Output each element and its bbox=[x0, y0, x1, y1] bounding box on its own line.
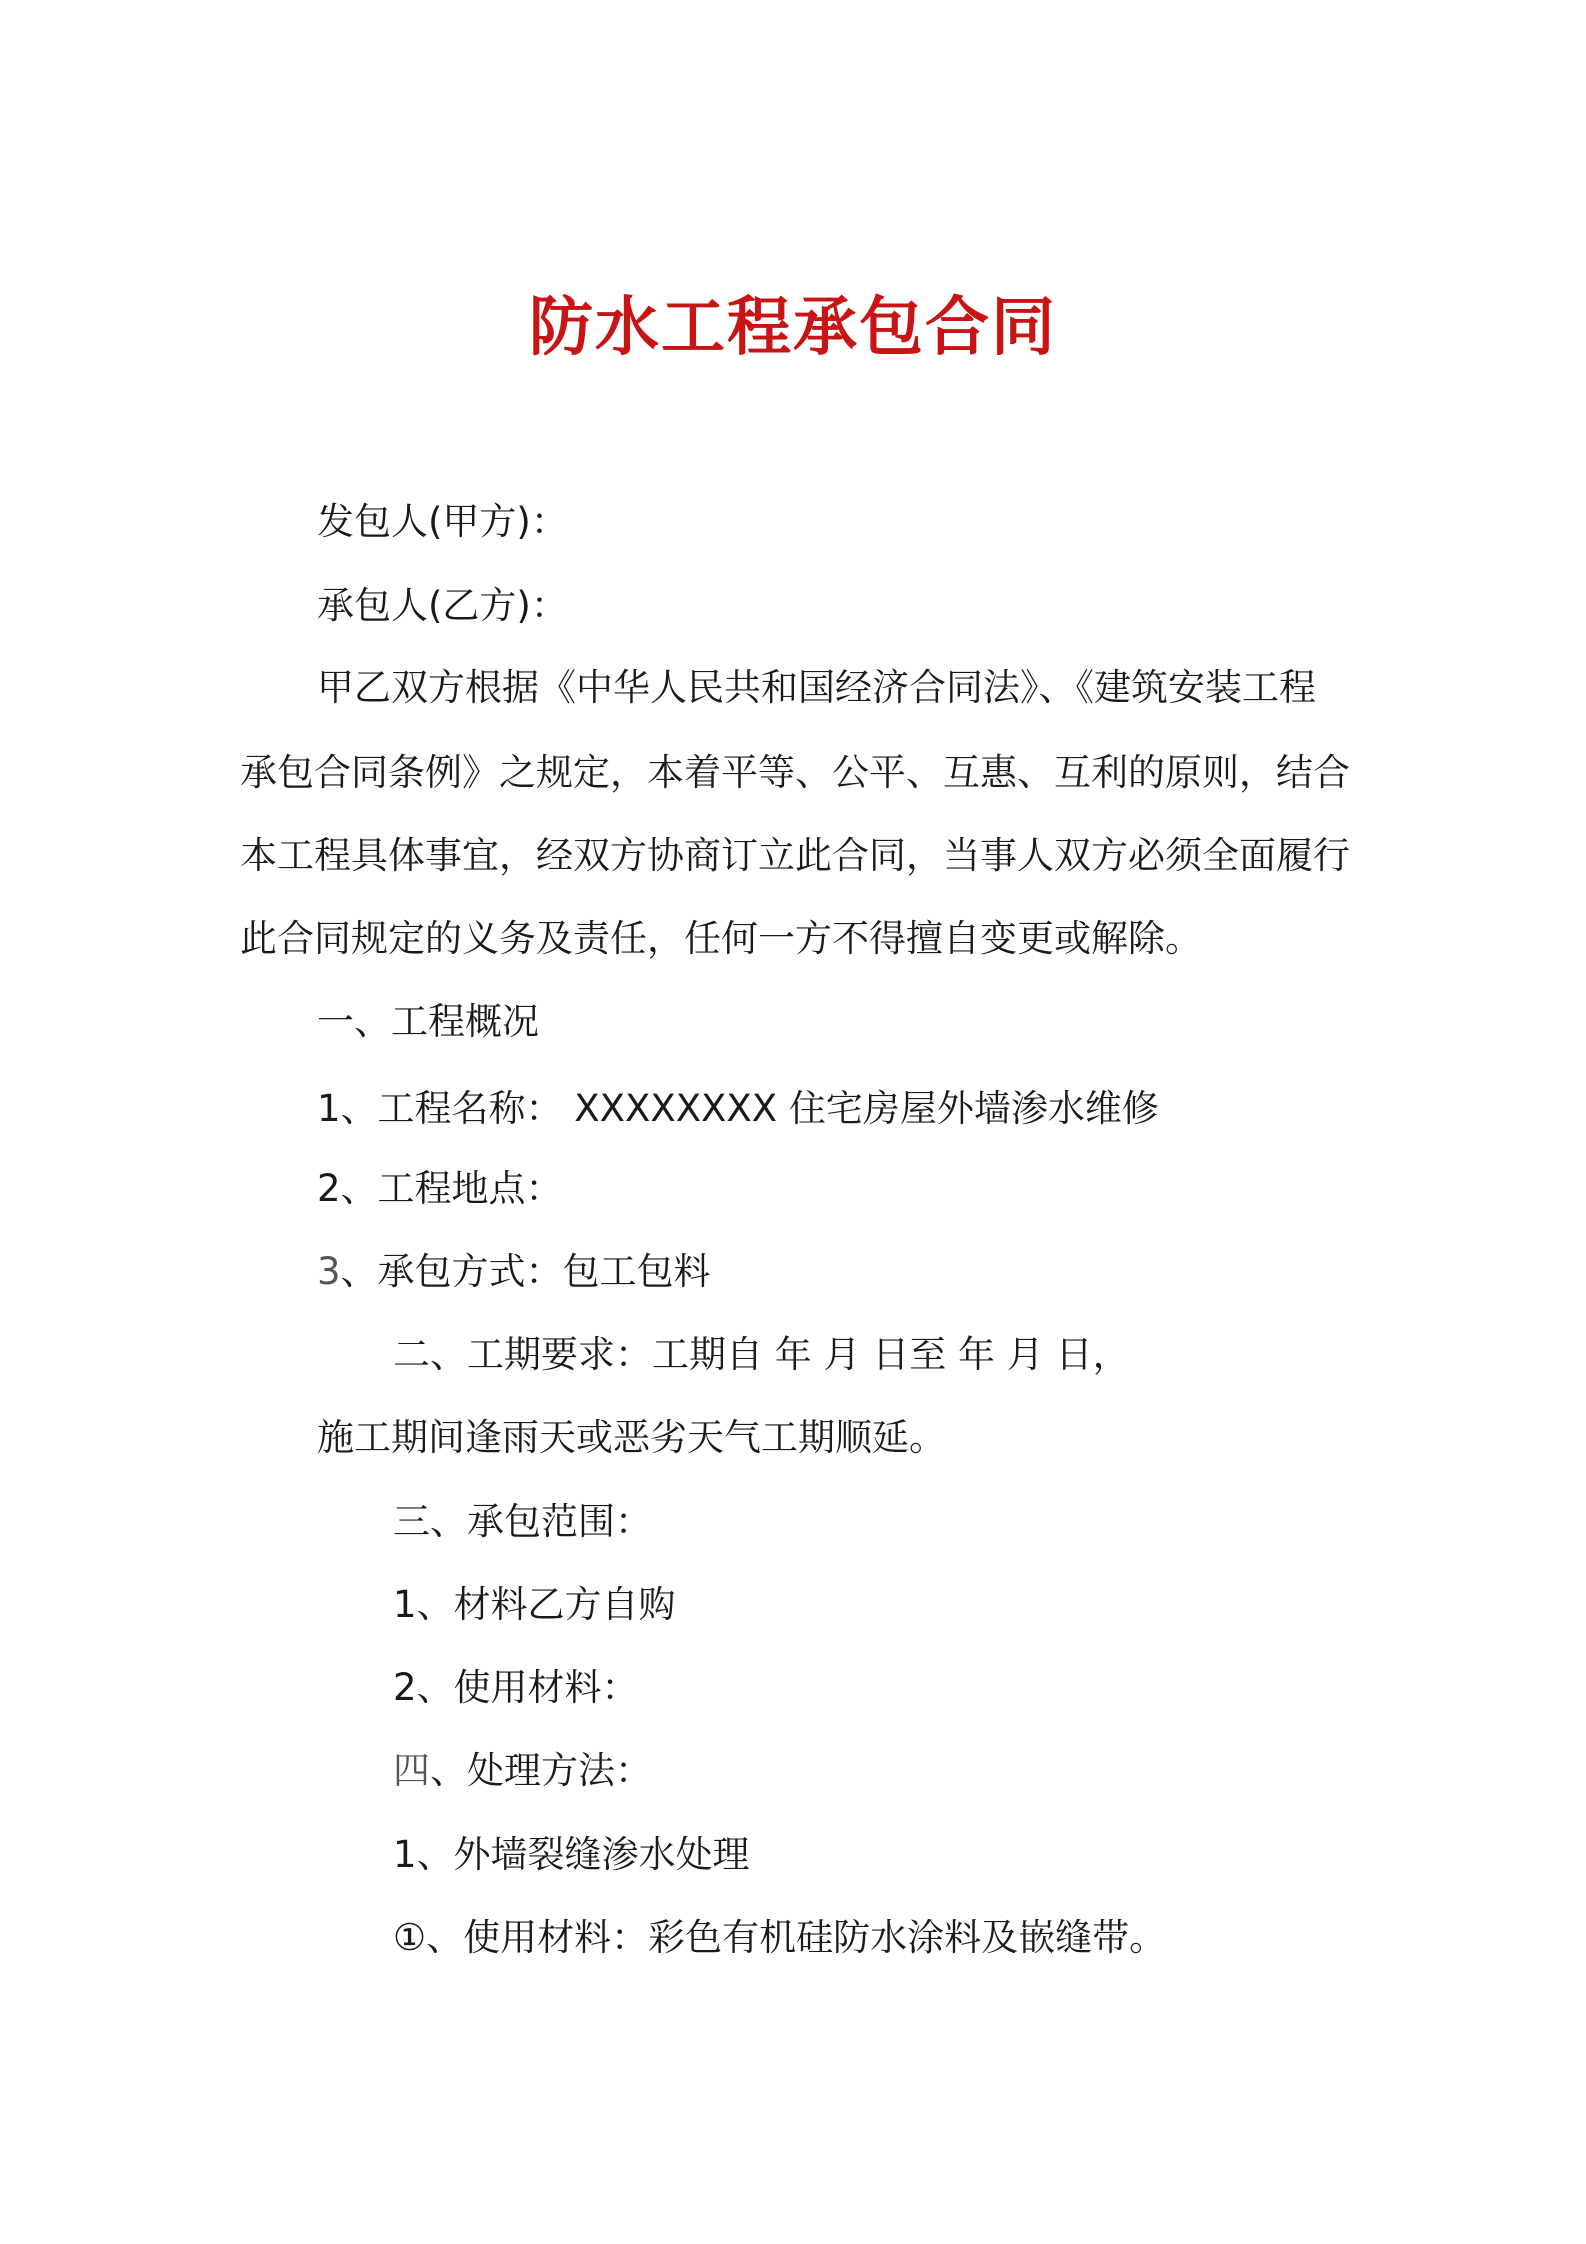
intro-line-3: 本工程具体事宜，经双方协商订立此合同，当事人双方必须全面履行 bbox=[240, 834, 1350, 877]
section-1-heading: 一、工程概况 bbox=[317, 1000, 539, 1043]
schedule-line-2: 施工期间逢雨天或恶劣天气工期顺延。 bbox=[317, 1416, 946, 1459]
party-b-line: 承包人(乙方)： bbox=[317, 584, 568, 627]
treatment-materials-line: ①、使用材料：彩色有机硅防水涂料及嵌缝带。 bbox=[393, 1916, 1167, 1959]
document-title: 防水工程承包合同 bbox=[529, 291, 1057, 365]
contract-mode-line bbox=[317, 1248, 711, 1296]
party-a-line: 发包人(甲方)： bbox=[317, 500, 568, 543]
project-name-line: 1、工程名称： XXXXXXXX 住宅房屋外墙渗水维修 bbox=[317, 1087, 1159, 1130]
section-4-heading bbox=[393, 1747, 652, 1795]
schedule-line-1: 二、工期要求：工期自 年 月 日至 年 月 日， bbox=[393, 1333, 1130, 1376]
section-4-number: 四 bbox=[393, 1749, 430, 1792]
project-location-line: 2、工程地点： bbox=[317, 1167, 563, 1210]
contract-mode-number: 3 bbox=[317, 1250, 341, 1293]
materials-used-line: 2、使用材料： bbox=[393, 1666, 639, 1709]
intro-line-2: 承包合同条例》之规定，本着平等、公平、互惠、互利的原则，结合 bbox=[240, 751, 1350, 794]
section-3-heading: 三、承包范围： bbox=[393, 1500, 652, 1543]
contract-mode-text: 、承包方式：包工包料 bbox=[340, 1250, 711, 1293]
intro-line-1: 甲乙双方根据《中华人民共和国经济合同法》、《建筑安装工程 bbox=[317, 666, 1316, 709]
materials-purchase-line: 1、材料乙方自购 bbox=[393, 1583, 676, 1626]
crack-treatment-line: 1、外墙裂缝渗水处理 bbox=[393, 1833, 750, 1876]
section-4-text: 、处理方法： bbox=[430, 1749, 652, 1792]
intro-line-4: 此合同规定的义务及责任，任何一方不得擅自变更或解除。 bbox=[240, 917, 1202, 960]
